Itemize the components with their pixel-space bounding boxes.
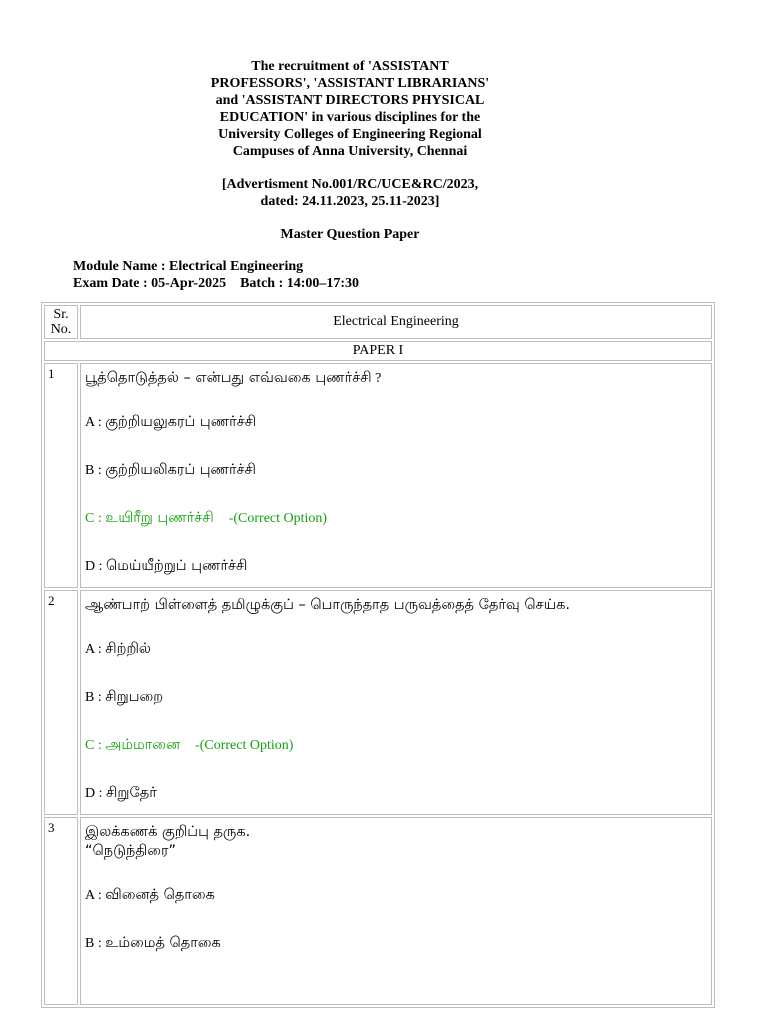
option-d: [85, 783, 707, 804]
option-c-correct: [85, 508, 707, 529]
question-subtext: “நெடுந்திரை”: [85, 843, 176, 859]
option-label: A :: [85, 888, 106, 903]
option-text: சிறுதேர்: [106, 785, 157, 801]
option-text: சிற்றில்: [105, 641, 151, 657]
question-cell: [80, 590, 712, 815]
question-number: 3: [44, 817, 78, 1005]
option-b: [85, 460, 707, 481]
option-label: D :: [85, 559, 106, 574]
option-label: C :: [85, 738, 106, 753]
exam-date-batch: Exam Date : 05-Apr-2025 Batch : 14:00–17:30: [73, 276, 360, 291]
option-a: [85, 639, 707, 660]
paper-row: [44, 341, 712, 361]
option-b: [85, 933, 707, 954]
advert-line-2: dated: 24.11.2023, 25.11-2023]: [260, 194, 440, 209]
question-table: [41, 302, 715, 1008]
sr-no-header: Sr. No.: [44, 305, 78, 339]
option-text: உம்மைத் தொகை: [105, 935, 221, 951]
question-text: பூத்தொடுத்தல் – என்பது எவ்வகை புணர்ச்சி: [85, 370, 372, 386]
advert-line-1: [Advertisment No.001/RC/UCE&RC/2023,: [221, 177, 479, 192]
option-d: [85, 556, 707, 577]
master-question-paper-title: Master Question Paper: [280, 227, 420, 242]
question-cell: [80, 363, 712, 588]
option-label: B :: [85, 463, 106, 478]
title-line-3: and 'ASSISTANT DIRECTORS PHYSICAL: [215, 93, 485, 108]
question-number: 1: [44, 363, 78, 588]
option-label: A :: [85, 642, 106, 657]
title-line-6: Campuses of Anna University, Chennai: [232, 144, 468, 159]
paper-label: PAPER I: [44, 341, 712, 361]
option-a: [85, 885, 707, 906]
correct-option-note: -(Correct Option): [228, 511, 328, 526]
title-line-1: The recruitment of 'ASSISTANT: [251, 59, 449, 74]
table-header-row: [44, 305, 712, 339]
option-label: A :: [85, 415, 106, 430]
option-b: [85, 687, 707, 708]
title-line-2: PROFESSORS', 'ASSISTANT LIBRARIANS': [210, 76, 490, 91]
question-row: [44, 363, 712, 588]
document-header: [180, 58, 520, 243]
option-label: B :: [85, 690, 106, 705]
advertisement-block: [180, 176, 520, 210]
title-line-5: University Colleges of Engineering Regional: [218, 127, 482, 142]
module-info: [73, 258, 359, 292]
option-c-correct: [85, 735, 707, 756]
subject-header: Electrical Engineering: [80, 305, 712, 339]
option-label: C :: [85, 511, 106, 526]
question-row: [44, 817, 712, 1005]
question-text: இலக்கணக் குறிப்பு தருக.: [85, 824, 251, 840]
option-text: வினைத் தொகை: [105, 887, 215, 903]
option-text: சிறுபறை: [105, 689, 164, 705]
option-text: உயிரீறு புணர்ச்சி: [105, 510, 214, 526]
title-line-4: EDUCATION' in various disciplines for the: [219, 110, 481, 125]
correct-option-note: -(Correct Option): [195, 738, 294, 753]
module-name: Module Name : Electrical Engineering: [73, 259, 304, 274]
question-cell: [80, 817, 712, 1005]
question-row: [44, 590, 712, 815]
question-suffix: ?: [371, 371, 382, 386]
question-number: 2: [44, 590, 78, 815]
question-text: ஆண்பாற் பிள்ளைத் தமிழுக்குப் – பொருந்தாத பருவத்தைத் தேர்வு செய்க.: [85, 597, 571, 613]
option-label: B :: [85, 936, 106, 951]
option-text: குற்றியலுகரப் புணர்ச்சி: [105, 414, 257, 430]
option-a: [85, 412, 707, 433]
option-text: குற்றியலிகரப் புணர்ச்சி: [105, 462, 256, 478]
option-label: D :: [85, 786, 106, 801]
option-text: அம்மானை: [105, 737, 181, 753]
option-text: மெய்யீற்றுப் புணர்ச்சி: [106, 558, 248, 574]
